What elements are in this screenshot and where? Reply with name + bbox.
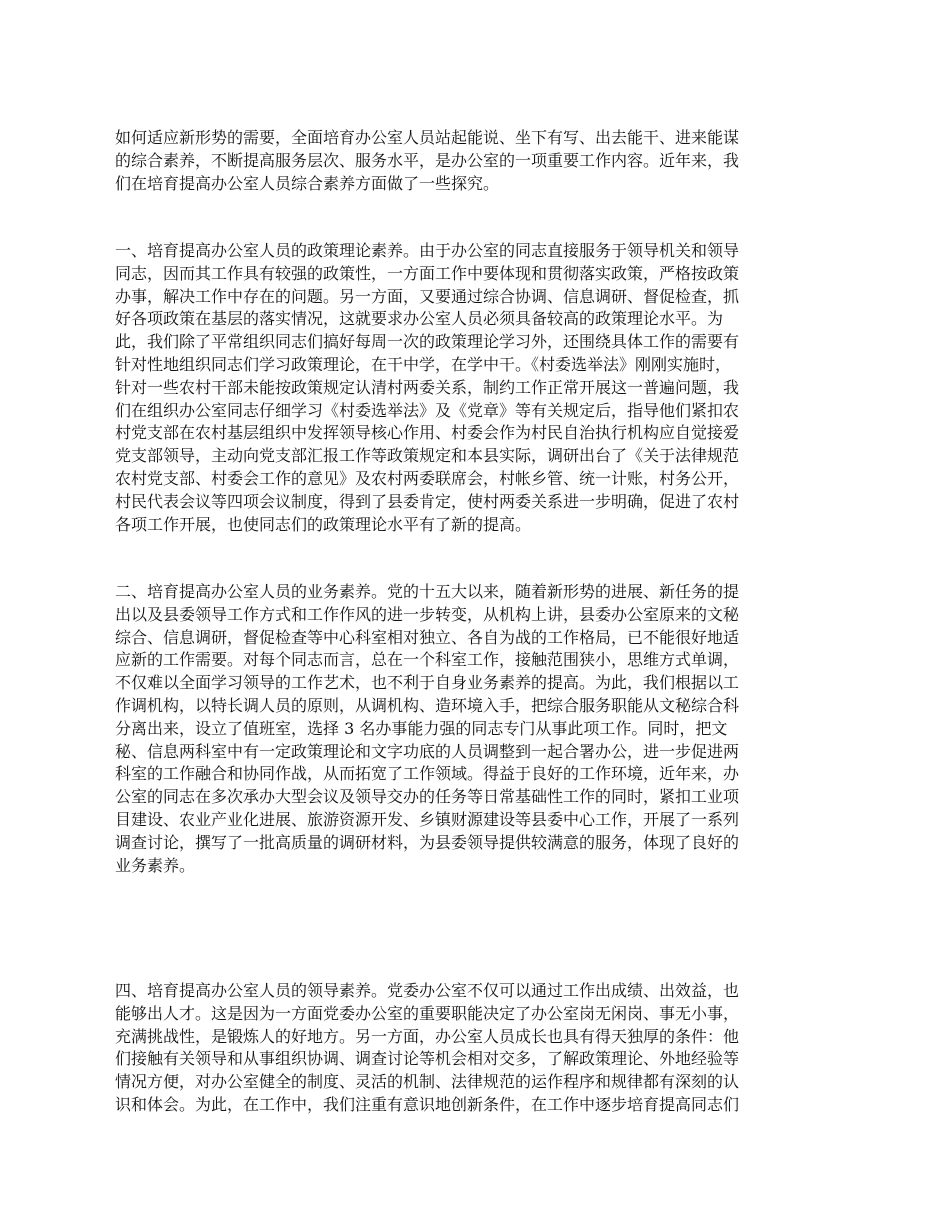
text-line: 科室的工作融合和协同作战，从而拓宽了工作领域。得益于良好的工作环境，近年来，办 <box>115 764 740 784</box>
text-line: 秘、信息两科室中有一定政策理论和文字功底的人员调整到一起合署办公，进一步促进两 <box>115 741 740 761</box>
text-line: 此，我们除了平常组织同志们搞好每周一次的政策理论学习外，还围绕具体工作的需要有 <box>115 332 740 352</box>
text-line: 能够出人才。这是因为一方面党委办公室的重要职能决定了办公室岗无闲岗、事无小事， <box>115 1003 740 1023</box>
text-line: 村党支部在农村基层组织中发挥领导核心作用、村委会作为村民自治执行机构应自觉接爱 <box>115 423 740 443</box>
text-line: 针对一些农村干部未能按政策规定认清村两委关系，制约工作正常开展这一普遍问题，我 <box>115 377 740 397</box>
text-line: 办事，解决工作中存在的问题。另一方面，又要通过综合协调、信息调研、督促检查，抓 <box>115 286 740 306</box>
text-line: 二、培育提高办公室人员的业务素养。党的十五大以来，随着新形势的进展、新任务的提 <box>115 582 740 601</box>
paragraph-intro <box>115 127 845 195</box>
text-line: 党支部领导，主动向党支部汇报工作等政策规定和本县实际，调研出台了《关于法律规范 <box>115 446 740 466</box>
text-line: 应新的工作需要。对每个同志而言，总在一个科室工作，接触范围狭小，思维方式单调， <box>115 650 740 670</box>
text-line: 作调机构，以特长调人员的原则，从调机构、造环境入手，把综合服务职能从文秘综合科 <box>115 695 740 715</box>
text-line: 们接触有关领导和从事组织协调、调查讨论等机会相对交多，了解政策理论、外地经验等 <box>115 1049 740 1069</box>
paragraph-policy-theory <box>115 240 845 536</box>
text-line: 公室的同志在多次承办大型会议及领导交办的任务等日常基础性工作的同时，紧扣工业项 <box>115 787 740 807</box>
text-line: 村民代表会议等四项会议制度，得到了县委肯定，使村两委关系进一步明确，促进了农村 <box>115 491 740 511</box>
text-line: 情况方便，对办公室健全的制度、灵活的机制、法律规范的运作程序和规律都有深刻的认 <box>115 1072 740 1092</box>
paragraph-business <box>115 581 845 877</box>
text-line: 们在培育提高办公室人员综合素养方面做了一些探究。 <box>115 173 500 193</box>
text-line: 业务素养。 <box>115 855 196 875</box>
text-line: 分离出来，设立了值班室，选择 3 名办事能力强的同志专门从事此项工作。同时，把文 <box>115 718 728 738</box>
text-line: 综合、信息调研，督促检查等中心科室相对独立、各自为战的工作格局，已不能很好地适 <box>115 627 740 647</box>
text-line: 如何适应新形势的需要，全面培育办公室人员站起能说、坐下有写、出去能干、进来能谋 <box>115 128 740 147</box>
text-line: 各项工作开展，也使同志们的政策理论水平有了新的提高。 <box>115 514 532 534</box>
text-line: 的综合素养，不断提高服务层次、服务水平，是办公室的一项重要工作内容。近年来，我 <box>115 150 740 170</box>
text-line: 调查讨论，撰写了一批高质量的调研材料，为县委领导提供较满意的服务，体现了良好的 <box>115 832 740 852</box>
text-line: 四、培育提高办公室人员的领导素养。党委办公室不仅可以通过工作出成绩、出效益，也 <box>115 981 740 1000</box>
text-line: 目建设、农业产业化进展、旅游资源开发、乡镇财源建设等县委中心工作，开展了一系列 <box>115 809 740 829</box>
text-line: 同志，因而其工作具有较强的政策性，一方面工作中要体现和贯彻落实政策，严格按政策 <box>115 263 740 283</box>
text-line: 好各项政策在基层的落实情况，这就要求办公室人员必须具备较高的政策理论水平。为 <box>115 309 724 329</box>
text-line: 充满挑战性，是锻炼人的好地方。另一方面，办公室人员成长也具有得天独厚的条件：他 <box>115 1026 740 1046</box>
text-line: 农村党支部、村委会工作的意见》及农村两委联席会，村帐乡管、统一计账，村务公开， <box>115 468 740 488</box>
text-line: 针对性地组织同志们学习政策理论，在干中学，在学中干。《村委选举法》刚刚实施时， <box>115 354 732 374</box>
text-line: 出以及县委领导工作方式和工作作风的进一步转变，从机构上讲，县委办公室原来的文秘 <box>115 604 740 624</box>
text-line: 不仅难以全面学习领导的工作艺术，也不利于自身业务素养的提高。为此，我们根据以工 <box>115 673 740 693</box>
text-line: 识和体会。为此，在工作中，我们注重有意识地创新条件，在工作中逐步培育提高同志们 <box>115 1094 740 1114</box>
paragraph-leadership <box>115 980 845 1117</box>
text-line: 一、培育提高办公室人员的政策理论素养。由于办公室的同志直接服务于领导机关和领导 <box>115 241 740 260</box>
text-line: 们在组织办公室同志仔细学习《村委选举法》及《党章》等有关规定后，指导他们紧扣农 <box>115 400 740 420</box>
